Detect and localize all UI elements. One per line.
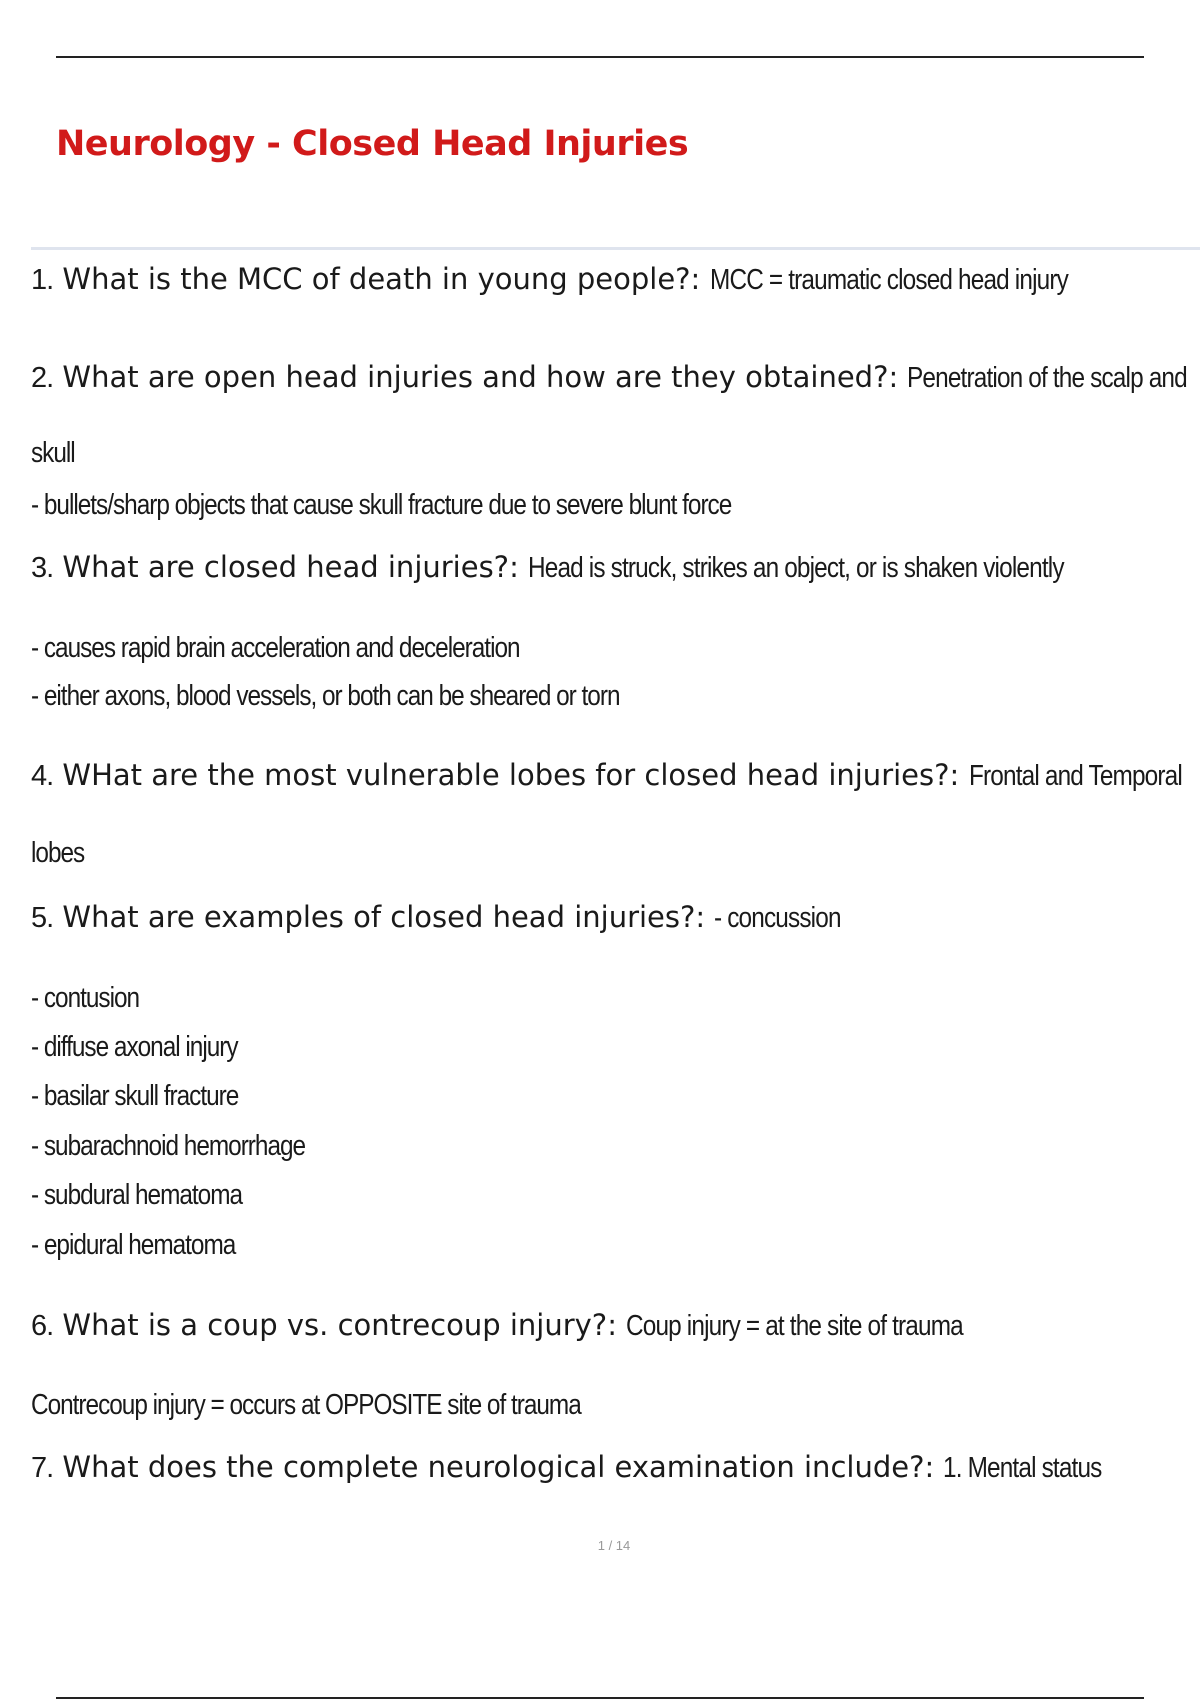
answer-text: Head is struck, strikes an object, or is shaken violently	[528, 552, 1064, 584]
document-title: Neurology - Closed Head Injuries	[56, 124, 689, 164]
answer-text: - concussion	[714, 902, 842, 934]
answer-continuation: Contrecoup injury = occurs at OPPOSITE site of trauma	[31, 1389, 581, 1421]
item-number: 6.	[31, 1310, 54, 1342]
answer-continuation: lobes	[31, 837, 85, 869]
detail-line: - bullets/sharp objects that cause skull fracture due to severe blunt force	[31, 489, 732, 521]
detail-line: - contusion	[31, 982, 140, 1014]
detail-line: - causes rapid brain acceleration and deceleration	[31, 632, 520, 664]
item-number: 2.	[31, 362, 54, 394]
item-number: 7.	[31, 1452, 54, 1484]
question-text: What are closed head injuries?:	[62, 550, 519, 584]
item-number: 4.	[31, 760, 54, 792]
page-number: 1 / 14	[597, 1538, 631, 1553]
answer-text: 1. Mental status	[943, 1452, 1102, 1484]
answer-text: Coup injury = at the site of trauma	[626, 1310, 964, 1342]
item-number: 1.	[31, 264, 54, 296]
bottom-rule	[56, 1697, 1144, 1699]
detail-line: - basilar skull fracture	[31, 1080, 239, 1112]
question-text: What is the MCC of death in young people?:	[62, 262, 701, 296]
question-text: What are examples of closed head injuries?:	[62, 900, 706, 934]
detail-line: - subarachnoid hemorrhage	[31, 1130, 306, 1162]
answer-text: Penetration of the scalp and	[907, 362, 1188, 394]
answer-text: Frontal and Temporal	[968, 760, 1182, 792]
qa-item-2	[31, 360, 1198, 395]
item-number: 3.	[31, 552, 54, 584]
item-number: 5.	[31, 902, 54, 934]
top-rule	[56, 56, 1144, 58]
detail-line: - diffuse axonal injury	[31, 1031, 238, 1063]
qa-item-7	[31, 1450, 1132, 1485]
title-divider	[31, 247, 1200, 250]
detail-line: - epidural hematoma	[31, 1229, 236, 1261]
detail-line: - subdural hematoma	[31, 1179, 243, 1211]
question-text: What is a coup vs. contrecoup injury?:	[62, 1308, 617, 1342]
answer-continuation: skull	[31, 437, 75, 469]
qa-item-1	[31, 262, 1136, 297]
qa-item-5	[31, 900, 865, 935]
detail-line: - either axons, blood vessels, or both can be sheared or torn	[31, 680, 620, 712]
answer-text: MCC = traumatic closed head injury	[709, 264, 1068, 296]
qa-item-6	[31, 1308, 1027, 1343]
question-text: What does the complete neurological examination include?:	[62, 1450, 935, 1484]
qa-item-3	[31, 550, 1166, 585]
question-text: What are open head injuries and how are they obtained?:	[62, 360, 899, 394]
qa-item-4	[31, 758, 1198, 793]
question-text: WHat are the most vulnerable lobes for closed head injuries?:	[62, 758, 960, 792]
